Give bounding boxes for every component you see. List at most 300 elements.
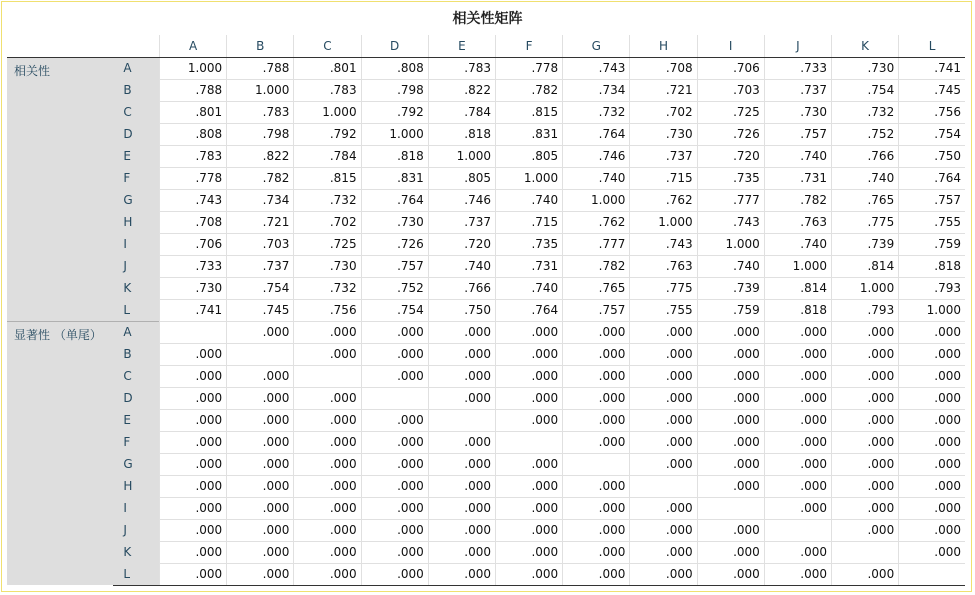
table-cell: .000 [227,519,294,541]
table-row [7,211,965,233]
table-cell: .740 [495,277,562,299]
table-cell: .000 [832,497,899,519]
table-cell: .000 [294,453,361,475]
table-cell: .000 [159,431,226,453]
table-cell: .731 [764,167,831,189]
row-label: G [113,453,159,475]
table-cell [697,497,764,519]
table-cell: .000 [294,387,361,409]
table-cell [227,343,294,365]
table-cell: .000 [428,431,495,453]
table-cell: .805 [428,167,495,189]
table-cell: .737 [630,145,697,167]
table-cell: .783 [294,79,361,101]
table-cell: .740 [764,233,831,255]
table-cell: .000 [159,453,226,475]
table-cell: .000 [495,409,562,431]
table-cell: .000 [361,563,428,585]
table-cell: .000 [563,541,630,563]
table-cell [294,365,361,387]
table-cell: .740 [563,167,630,189]
table-cell: .000 [428,519,495,541]
table-cell: .740 [697,255,764,277]
table-cell: .000 [764,409,831,431]
table-cell: .777 [697,189,764,211]
table-cell: .000 [697,409,764,431]
table-cell: .000 [764,497,831,519]
table-cell: .793 [899,277,965,299]
table-cell: .000 [832,475,899,497]
table-cell: .000 [428,321,495,343]
table-cell: .784 [428,101,495,123]
table-cell: .815 [495,101,562,123]
table-cell: 1.000 [361,123,428,145]
table-cell: .725 [294,233,361,255]
table-cell: .000 [764,541,831,563]
table-cell: .000 [428,475,495,497]
table-cell: .792 [361,101,428,123]
table-cell: .732 [294,189,361,211]
table-cell: .000 [227,453,294,475]
table-cell: .000 [764,563,831,585]
table-cell: .818 [361,145,428,167]
table-cell: .000 [832,563,899,585]
table-row [7,255,965,277]
table-cell: .755 [899,211,965,233]
table-cell [832,541,899,563]
table-cell: .730 [159,277,226,299]
table-cell: .000 [227,431,294,453]
table-cell [630,475,697,497]
table-cell: .752 [361,277,428,299]
table-cell: .000 [630,453,697,475]
table-cell: .766 [832,145,899,167]
table-cell: .715 [630,167,697,189]
table-cell: .000 [764,387,831,409]
table-cell: .000 [832,431,899,453]
table-cell: .775 [630,277,697,299]
table-cell: .741 [899,57,965,79]
table-row [7,387,965,409]
table-cell: .733 [764,57,831,79]
table-cell: .734 [227,189,294,211]
table-cell: .000 [294,431,361,453]
table-cell: .000 [495,563,562,585]
table-cell: .000 [428,497,495,519]
table-row [7,145,965,167]
row-label: H [113,211,159,233]
table-cell: .000 [832,365,899,387]
table-cell: .754 [899,123,965,145]
table-cell: .743 [697,211,764,233]
table-cell: .734 [563,79,630,101]
header-row [7,35,965,57]
table-cell: .000 [764,453,831,475]
table-cell: .000 [159,563,226,585]
table-cell: .739 [832,233,899,255]
table-cell: .740 [495,189,562,211]
table-cell: .765 [563,277,630,299]
table-cell: .000 [899,343,965,365]
table-cell: .000 [495,519,562,541]
table-row [7,277,965,299]
table-cell: .000 [697,475,764,497]
table-cell: .000 [159,475,226,497]
table-cell: .000 [832,321,899,343]
table-cell: .000 [563,409,630,431]
table-row [7,431,965,453]
header-corner [7,35,159,57]
table-cell: .822 [428,79,495,101]
table-cell [764,519,831,541]
table-cell: .000 [294,321,361,343]
table-cell: .000 [159,343,226,365]
table-cell: .000 [563,519,630,541]
table-cell: .783 [428,57,495,79]
table-cell: 1.000 [764,255,831,277]
table-cell: .000 [563,321,630,343]
table-cell: .000 [495,541,562,563]
row-label: K [113,277,159,299]
table-cell: .731 [495,255,562,277]
row-label: B [113,79,159,101]
table-cell: .000 [495,453,562,475]
table-cell: .000 [697,431,764,453]
column-header-c: C [294,35,361,57]
table-cell: .798 [227,123,294,145]
table-cell: .721 [227,211,294,233]
table-cell: .783 [159,145,226,167]
table-cell: .732 [832,101,899,123]
table-cell: .708 [159,211,226,233]
row-label: C [113,101,159,123]
table-cell: .000 [697,563,764,585]
table-cell: .000 [764,321,831,343]
table-cell: .000 [563,497,630,519]
table-cell: .764 [495,299,562,321]
table-row [7,189,965,211]
table-cell: .801 [159,101,226,123]
table-cell: .735 [495,233,562,255]
table-cell: .798 [361,79,428,101]
table-cell: .815 [294,167,361,189]
table-cell: .740 [428,255,495,277]
table-cell: .765 [832,189,899,211]
table-cell: .000 [361,541,428,563]
table-cell: .730 [630,123,697,145]
table-cell: .808 [159,123,226,145]
table-cell: .737 [428,211,495,233]
table-cell: .000 [361,519,428,541]
correlation-matrix-table [7,35,965,586]
table-cell [899,563,965,585]
table-cell [495,431,562,453]
table-cell: .000 [630,387,697,409]
table-cell: .743 [563,57,630,79]
row-label: L [113,563,159,585]
column-header-f: F [495,35,562,57]
table-cell: .831 [361,167,428,189]
row-label: D [113,387,159,409]
table-cell: .756 [899,101,965,123]
table-cell: .000 [899,387,965,409]
table-cell: .754 [361,299,428,321]
column-header-d: D [361,35,428,57]
table-cell: .706 [697,57,764,79]
table-cell: 1.000 [563,189,630,211]
row-label: D [113,123,159,145]
table-row [7,519,965,541]
table-cell: .721 [630,79,697,101]
table-cell: .818 [428,123,495,145]
table-cell: .000 [630,343,697,365]
table-cell: .737 [227,255,294,277]
table-cell: .000 [227,409,294,431]
table-cell: .730 [294,255,361,277]
table-cell: .000 [899,453,965,475]
table-cell: .764 [563,123,630,145]
table-cell: .000 [764,475,831,497]
table-cell: .000 [227,387,294,409]
table-cell: .708 [630,57,697,79]
table-cell: .756 [294,299,361,321]
table-cell: 1.000 [428,145,495,167]
table-cell: .000 [563,563,630,585]
table-cell: .759 [899,233,965,255]
table-cell: 1.000 [697,233,764,255]
table-cell [563,453,630,475]
table-cell: .000 [495,321,562,343]
table-cell: .000 [294,475,361,497]
table-cell: .782 [563,255,630,277]
table-cell: .775 [832,211,899,233]
table-cell: .805 [495,145,562,167]
table-title: 相关性矩阵 [452,11,523,27]
table-cell: .000 [697,365,764,387]
table-cell: .000 [294,519,361,541]
table-cell: .000 [428,453,495,475]
table-cell: .000 [697,321,764,343]
table-cell: .000 [294,497,361,519]
table-cell: .764 [361,189,428,211]
table-cell: .702 [630,101,697,123]
table-cell: .000 [428,563,495,585]
table-cell: .000 [294,343,361,365]
table-cell: .000 [159,497,226,519]
table-cell: .000 [899,365,965,387]
table-cell: .000 [899,409,965,431]
row-label: J [113,519,159,541]
table-cell: .792 [294,123,361,145]
table-cell: .793 [832,299,899,321]
table-cell: .746 [428,189,495,211]
row-label: L [113,299,159,321]
table-cell: .000 [294,409,361,431]
table-cell: .000 [159,387,226,409]
table-cell: 1.000 [630,211,697,233]
table-cell: .000 [495,343,562,365]
group-label: 相关性 [7,57,113,321]
table-cell: .814 [832,255,899,277]
table-cell: .000 [495,365,562,387]
table-cell: .000 [899,321,965,343]
table-cell: .754 [832,79,899,101]
table-cell: .000 [227,365,294,387]
column-header-b: B [227,35,294,57]
table-cell: .720 [697,145,764,167]
table-cell: .778 [495,57,562,79]
table-cell: .000 [361,431,428,453]
table-row [7,541,965,563]
table-cell: .000 [227,497,294,519]
table-cell: .788 [159,79,226,101]
table-cell: .732 [294,277,361,299]
table-cell: .000 [159,541,226,563]
column-header-j: J [764,35,831,57]
table-cell: .000 [832,409,899,431]
table-row [7,409,965,431]
table-cell: .759 [697,299,764,321]
table-row [7,233,965,255]
table-cell: .750 [899,145,965,167]
table-cell: .782 [764,189,831,211]
table-body [7,57,965,585]
table-cell: 1.000 [159,57,226,79]
table-cell: .752 [832,123,899,145]
row-label: E [113,409,159,431]
table-cell: .737 [764,79,831,101]
table-cell: .763 [630,255,697,277]
table-cell: .000 [832,343,899,365]
table-cell: .000 [832,519,899,541]
table-row [7,497,965,519]
table-cell: .766 [428,277,495,299]
table-cell: .000 [495,387,562,409]
table-cell: .000 [227,321,294,343]
table-cell: .762 [630,189,697,211]
row-label: A [113,57,159,79]
table-cell: .831 [495,123,562,145]
table-cell: .740 [764,145,831,167]
table-cell: .822 [227,145,294,167]
table-cell: .000 [563,365,630,387]
table-row [7,365,965,387]
table-cell [159,321,226,343]
table-cell: .726 [361,233,428,255]
table-cell: .000 [630,365,697,387]
table-cell: .743 [630,233,697,255]
table-cell: .000 [899,497,965,519]
table-cell: .000 [899,475,965,497]
table-cell: .000 [294,541,361,563]
table-cell: .735 [697,167,764,189]
table-cell: .000 [495,475,562,497]
table-cell: .000 [227,541,294,563]
table-cell: .732 [563,101,630,123]
table-cell: .000 [764,365,831,387]
table-cell: .818 [764,299,831,321]
column-header-e: E [428,35,495,57]
table-cell: .741 [159,299,226,321]
table-cell: 1.000 [227,79,294,101]
table-cell: 1.000 [495,167,562,189]
column-header-i: I [697,35,764,57]
table-cell: .726 [697,123,764,145]
table-cell: .000 [563,387,630,409]
table-cell: .000 [832,387,899,409]
table-cell: .000 [428,365,495,387]
table-cell: .000 [563,475,630,497]
table-cell: .715 [495,211,562,233]
table-cell: .746 [563,145,630,167]
table-cell: .801 [294,57,361,79]
table-cell: .814 [764,277,831,299]
table-cell: .745 [227,299,294,321]
table-row [7,475,965,497]
table-cell: .818 [899,255,965,277]
table-cell: .703 [697,79,764,101]
table-cell: .000 [361,497,428,519]
table-cell: .000 [697,541,764,563]
table-cell: .757 [764,123,831,145]
table-row [7,321,965,343]
row-label: I [113,233,159,255]
table-cell: .750 [428,299,495,321]
table-row [7,57,965,79]
table-cell: .000 [159,409,226,431]
table-cell: .783 [227,101,294,123]
table-cell: .743 [159,189,226,211]
table-row [7,343,965,365]
column-header-a: A [159,35,226,57]
table-cell: .000 [764,431,831,453]
column-header-k: K [832,35,899,57]
table-cell: .762 [563,211,630,233]
table-cell: .000 [428,343,495,365]
table-cell: .000 [428,387,495,409]
table-cell: .702 [294,211,361,233]
table-cell: .000 [832,453,899,475]
table-cell: .000 [899,541,965,563]
table-cell: .757 [899,189,965,211]
table-cell: .000 [361,365,428,387]
row-label: F [113,431,159,453]
table-cell: .000 [361,453,428,475]
table-row [7,123,965,145]
row-label: E [113,145,159,167]
group-label: 显著性 （单尾） [7,321,113,585]
table-cell: .725 [697,101,764,123]
table-cell: .000 [697,519,764,541]
table-cell: .000 [630,431,697,453]
column-header-g: G [563,35,630,57]
table-cell: .000 [899,431,965,453]
table-row [7,167,965,189]
table-cell: .755 [630,299,697,321]
row-label: I [113,497,159,519]
table-cell: .000 [697,343,764,365]
row-label: A [113,321,159,343]
table-cell: .730 [361,211,428,233]
table-row [7,79,965,101]
table-cell: .000 [630,541,697,563]
column-header-l: L [899,35,965,57]
table-cell: .788 [227,57,294,79]
row-label: K [113,541,159,563]
table-cell: .000 [227,563,294,585]
row-label: B [113,343,159,365]
table-row [7,563,965,585]
